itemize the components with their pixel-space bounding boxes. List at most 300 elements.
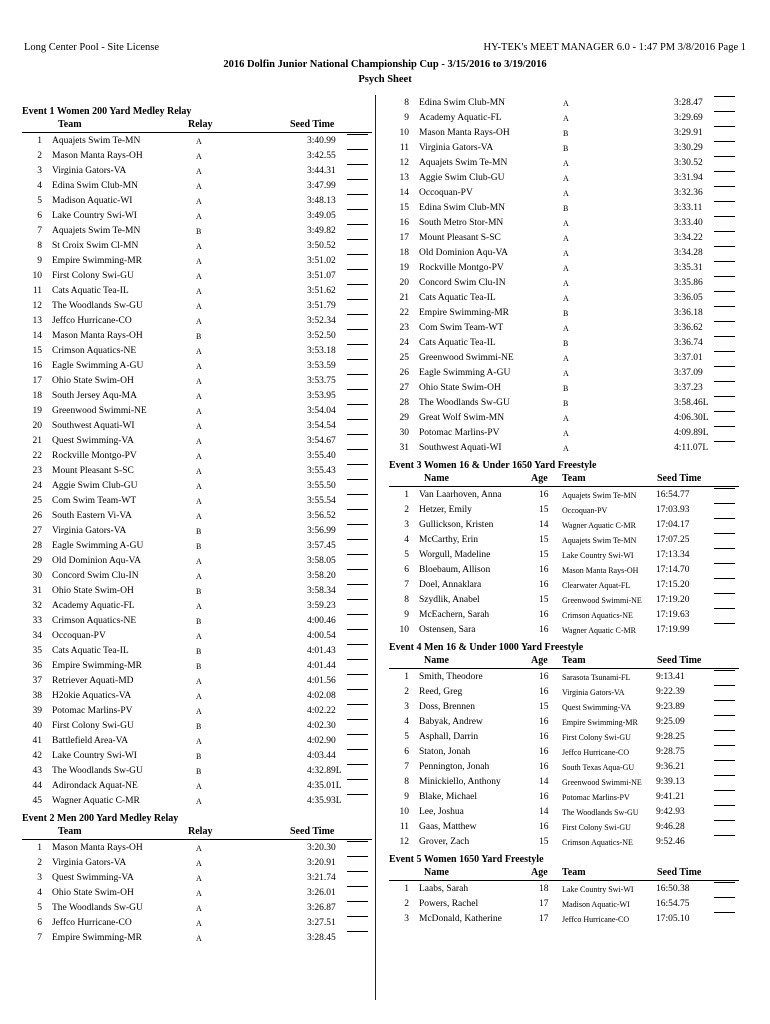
seed-time: 3:26.01 bbox=[307, 888, 336, 898]
event-block bbox=[389, 459, 739, 638]
team-name: Lake Country Swi-WI bbox=[52, 211, 137, 221]
place-number: 18 bbox=[32, 391, 42, 401]
place-number: 4 bbox=[37, 888, 42, 898]
team-name: Rockville Montgo-PV bbox=[52, 451, 137, 461]
table-row bbox=[389, 912, 739, 927]
site-license: Long Center Pool - Site License bbox=[24, 42, 160, 53]
seed-time: 17:19.63 bbox=[656, 610, 690, 620]
finals-blank-line bbox=[347, 209, 368, 210]
place-number: 23 bbox=[32, 466, 42, 476]
place-number: 21 bbox=[399, 293, 409, 303]
event-title: Event 1 Women 200 Yard Medley Relay bbox=[22, 106, 192, 117]
place-number: 42 bbox=[32, 751, 42, 761]
relay-letter: B bbox=[196, 332, 202, 341]
event-block bbox=[389, 641, 739, 850]
swimmer-name: Blake, Michael bbox=[419, 792, 478, 802]
seed-time: 3:30.29 bbox=[674, 143, 703, 153]
relay-letter: A bbox=[563, 369, 569, 378]
relay-letter: A bbox=[196, 362, 202, 371]
relay-letter: B bbox=[196, 647, 202, 656]
seed-time: 3:54.67 bbox=[307, 436, 336, 446]
finals-blank-line bbox=[714, 396, 735, 397]
relay-letter: A bbox=[196, 707, 202, 716]
seed-time: 4:03.44 bbox=[307, 751, 336, 761]
table-row bbox=[389, 111, 739, 126]
table-row bbox=[389, 306, 739, 321]
team-name: Retriever Aquati-MD bbox=[52, 676, 134, 686]
team-name: Quest Swimming-VA bbox=[52, 436, 134, 446]
team-name: Adirondack Aquat-NE bbox=[52, 781, 138, 791]
finals-blank-line bbox=[347, 179, 368, 180]
place-number: 1 bbox=[404, 884, 409, 894]
swimmer-age: 16 bbox=[539, 580, 549, 590]
team-name: Empire Swimming-MR bbox=[52, 256, 142, 266]
table-row bbox=[389, 291, 739, 306]
team-name: Greenwood Swimmi-NE bbox=[562, 778, 642, 787]
finals-blank-line bbox=[347, 539, 368, 540]
seed-time: 3:58.05 bbox=[307, 556, 336, 566]
seed-time: 3:50.52 bbox=[307, 241, 336, 251]
finals-blank-line bbox=[347, 224, 368, 225]
table-row bbox=[22, 871, 372, 886]
place-number: 9 bbox=[404, 113, 409, 123]
swimmer-age: 17 bbox=[539, 899, 549, 909]
team-name: Edina Swim Club-MN bbox=[52, 181, 139, 191]
place-number: 3 bbox=[404, 520, 409, 530]
swimmer-age: 18 bbox=[539, 884, 549, 894]
seed-time: 9:41.21 bbox=[656, 792, 685, 802]
finals-blank-line bbox=[347, 254, 368, 255]
header-age: Age bbox=[531, 867, 548, 878]
header-seed: Seed Time bbox=[657, 473, 702, 484]
team-name: Empire Swimming-MR bbox=[52, 933, 142, 943]
relay-letter: B bbox=[196, 752, 202, 761]
team-name: First Colony Swi-GU bbox=[52, 271, 134, 281]
swimmer-name: Lee, Joshua bbox=[419, 807, 464, 817]
team-name: Great Wolf Swim-MN bbox=[419, 413, 505, 423]
table-row bbox=[22, 569, 372, 584]
seed-time: 3:37.23 bbox=[674, 383, 703, 393]
relay-letter: A bbox=[196, 197, 202, 206]
place-number: 6 bbox=[404, 747, 409, 757]
seed-time: 3:37.01 bbox=[674, 353, 703, 363]
team-name: South Eastern Vi-VA bbox=[52, 511, 132, 521]
seed-time: 3:49.05 bbox=[307, 211, 336, 221]
seed-time: 3:55.40 bbox=[307, 451, 336, 461]
seed-time: 3:59.23 bbox=[307, 601, 336, 611]
finals-blank-line bbox=[714, 623, 735, 624]
table-row bbox=[389, 715, 739, 730]
table-row bbox=[389, 381, 739, 396]
seed-time: 3:51.02 bbox=[307, 256, 336, 266]
team-name: Lake Country Swi-WI bbox=[52, 751, 137, 761]
team-name: Jeffco Hurricane-CO bbox=[562, 915, 630, 924]
team-name: H2okie Aquatics-VA bbox=[52, 691, 132, 701]
place-number: 26 bbox=[399, 368, 409, 378]
table-row bbox=[389, 835, 739, 850]
seed-time: 3:51.62 bbox=[307, 286, 336, 296]
seed-time: 9:23.89 bbox=[656, 702, 685, 712]
table-row bbox=[22, 344, 372, 359]
table-row bbox=[22, 901, 372, 916]
swimmer-age: 16 bbox=[539, 822, 549, 832]
team-name: Ohio State Swim-OH bbox=[52, 888, 134, 898]
seed-time: 3:36.62 bbox=[674, 323, 703, 333]
finals-blank-line bbox=[714, 246, 735, 247]
seed-time: 3:27.51 bbox=[307, 918, 336, 928]
table-row bbox=[22, 509, 372, 524]
finals-blank-line bbox=[347, 494, 368, 495]
table-row bbox=[22, 224, 372, 239]
place-number: 9 bbox=[404, 792, 409, 802]
relay-letter: A bbox=[563, 279, 569, 288]
place-number: 28 bbox=[399, 398, 409, 408]
table-row bbox=[389, 820, 739, 835]
seed-time: 3:49.82 bbox=[307, 226, 336, 236]
swimmer-name: Doel, Annaklara bbox=[419, 580, 482, 590]
relay-letter: B bbox=[563, 339, 569, 348]
seed-time: 4:09.89L bbox=[674, 428, 709, 438]
finals-blank-line bbox=[347, 164, 368, 165]
relay-letter: A bbox=[563, 294, 569, 303]
seed-time: 4:35.01L bbox=[307, 781, 342, 791]
team-name: Aggie Swim Club-GU bbox=[419, 173, 505, 183]
team-name: Occoquan-PV bbox=[419, 188, 473, 198]
table-row bbox=[22, 449, 372, 464]
swimmer-name: Reed, Greg bbox=[419, 687, 463, 697]
relay-letter: A bbox=[196, 602, 202, 611]
seed-time: 3:36.05 bbox=[674, 293, 703, 303]
team-name: The Woodlands Sw-GU bbox=[52, 903, 143, 913]
table-row bbox=[22, 269, 372, 284]
table-row bbox=[22, 479, 372, 494]
table-row bbox=[22, 794, 372, 809]
finals-blank-line bbox=[347, 629, 368, 630]
finals-blank-line bbox=[714, 231, 735, 232]
place-number: 9 bbox=[404, 610, 409, 620]
relay-letter: A bbox=[196, 934, 202, 943]
place-number: 3 bbox=[37, 166, 42, 176]
table-row bbox=[389, 231, 739, 246]
header-name: Name bbox=[424, 867, 449, 878]
seed-time: 3:53.75 bbox=[307, 376, 336, 386]
place-number: 25 bbox=[32, 496, 42, 506]
place-number: 25 bbox=[399, 353, 409, 363]
seed-time: 4:32.89L bbox=[307, 766, 342, 776]
finals-blank-line bbox=[714, 608, 735, 609]
place-number: 24 bbox=[399, 338, 409, 348]
swimmer-age: 16 bbox=[539, 565, 549, 575]
place-number: 24 bbox=[32, 481, 42, 491]
seed-time: 4:02.22 bbox=[307, 706, 336, 716]
event-block bbox=[389, 853, 739, 927]
table-row bbox=[22, 856, 372, 871]
seed-time: 3:53.59 bbox=[307, 361, 336, 371]
relay-letter: A bbox=[196, 392, 202, 401]
relay-letter: A bbox=[196, 919, 202, 928]
finals-blank-line bbox=[347, 509, 368, 510]
header-relay: Relay bbox=[188, 826, 213, 837]
seed-time: 3:20.30 bbox=[307, 843, 336, 853]
team-name: South Metro Stor-MN bbox=[419, 218, 504, 228]
table-row bbox=[22, 704, 372, 719]
finals-blank-line bbox=[714, 156, 735, 157]
sheet-title: Psych Sheet bbox=[358, 74, 412, 85]
place-number: 6 bbox=[404, 565, 409, 575]
team-name: Edina Swim Club-MN bbox=[419, 203, 506, 213]
seed-time: 9:13.41 bbox=[656, 672, 685, 682]
swimmer-age: 15 bbox=[539, 595, 549, 605]
meet-title: 2016 Dolfin Junior National Championship Cup - 3/15/2016 to 3/19/2016 bbox=[223, 59, 547, 70]
table-row bbox=[389, 156, 739, 171]
team-name: Virginia Gators-VA bbox=[52, 166, 127, 176]
relay-letter: A bbox=[196, 467, 202, 476]
place-number: 2 bbox=[404, 899, 409, 909]
relay-letter: B bbox=[196, 767, 202, 776]
seed-time: 3:34.28 bbox=[674, 248, 703, 258]
place-number: 30 bbox=[32, 571, 42, 581]
event-block bbox=[22, 812, 372, 946]
table-row bbox=[22, 209, 372, 224]
relay-letter: A bbox=[196, 557, 202, 566]
team-name: Virginia Gators-VA bbox=[52, 858, 127, 868]
relay-letter: B bbox=[563, 399, 569, 408]
seed-time: 9:42.93 bbox=[656, 807, 685, 817]
swimmer-name: Smith, Theodore bbox=[419, 672, 483, 682]
team-name: Cats Aquatic Tea-IL bbox=[52, 646, 129, 656]
swimmer-name: Worgull, Madeline bbox=[419, 550, 491, 560]
seed-time: 3:26.87 bbox=[307, 903, 336, 913]
seed-time: 9:25.09 bbox=[656, 717, 685, 727]
software-timestamp: HY-TEK's MEET MANAGER 6.0 - 1:47 PM 3/8/2016 Page 1 bbox=[483, 42, 746, 53]
place-number: 11 bbox=[399, 143, 409, 153]
team-name: Crimson Aquatics-NE bbox=[52, 616, 137, 626]
finals-blank-line bbox=[347, 689, 368, 690]
table-row bbox=[22, 584, 372, 599]
place-number: 29 bbox=[399, 413, 409, 423]
table-header bbox=[389, 473, 739, 487]
table-row bbox=[389, 730, 739, 745]
table-row bbox=[389, 593, 739, 608]
finals-blank-line bbox=[714, 126, 735, 127]
seed-time: 3:29.69 bbox=[674, 113, 703, 123]
finals-blank-line bbox=[347, 464, 368, 465]
finals-blank-line bbox=[347, 359, 368, 360]
place-number: 41 bbox=[32, 736, 42, 746]
team-name: Occoquan-PV bbox=[52, 631, 106, 641]
team-name: Mason Manta Rays-OH bbox=[52, 331, 143, 341]
place-number: 4 bbox=[404, 535, 409, 545]
seed-time: 3:40.99 bbox=[307, 136, 336, 146]
table-row bbox=[22, 599, 372, 614]
team-name: The Woodlands Sw-GU bbox=[52, 301, 143, 311]
table-row bbox=[22, 389, 372, 404]
finals-blank-line bbox=[347, 856, 368, 857]
header-seed: Seed Time bbox=[657, 867, 702, 878]
seed-time: 4:00.54 bbox=[307, 631, 336, 641]
relay-letter: A bbox=[563, 114, 569, 123]
swimmer-age: 15 bbox=[539, 535, 549, 545]
seed-time: 3:37.09 bbox=[674, 368, 703, 378]
team-name: Jeffco Hurricane-CO bbox=[562, 748, 630, 757]
table-row bbox=[389, 321, 739, 336]
place-number: 20 bbox=[32, 421, 42, 431]
swimmer-name: Pennington, Jonah bbox=[419, 762, 490, 772]
team-name: Madison Aquatic-WI bbox=[52, 196, 133, 206]
team-name: Greenwood Swimmi-NE bbox=[562, 596, 642, 605]
relay-letter: A bbox=[196, 737, 202, 746]
swimmer-age: 16 bbox=[539, 610, 549, 620]
swimmer-name: Doss, Brennen bbox=[419, 702, 475, 712]
table-row bbox=[389, 276, 739, 291]
swimmer-age: 16 bbox=[539, 792, 549, 802]
place-number: 34 bbox=[32, 631, 42, 641]
table-row bbox=[22, 674, 372, 689]
finals-blank-line bbox=[714, 897, 735, 898]
relay-letter: A bbox=[563, 249, 569, 258]
finals-blank-line bbox=[347, 239, 368, 240]
place-number: 13 bbox=[399, 173, 409, 183]
finals-blank-line bbox=[347, 554, 368, 555]
swimmer-age: 14 bbox=[539, 520, 549, 530]
relay-letter: A bbox=[196, 844, 202, 853]
table-row bbox=[389, 548, 739, 563]
table-row bbox=[22, 719, 372, 734]
table-row bbox=[22, 179, 372, 194]
team-name: The Woodlands Sw-GU bbox=[52, 766, 143, 776]
seed-time: 17:19.99 bbox=[656, 625, 690, 635]
finals-blank-line bbox=[714, 548, 735, 549]
seed-time: 3:30.52 bbox=[674, 158, 703, 168]
relay-letter: A bbox=[196, 152, 202, 161]
table-row bbox=[389, 563, 739, 578]
table-row bbox=[22, 524, 372, 539]
table-row bbox=[22, 299, 372, 314]
relay-letter: A bbox=[196, 257, 202, 266]
place-number: 44 bbox=[32, 781, 42, 791]
table-row bbox=[389, 186, 739, 201]
place-number: 28 bbox=[32, 541, 42, 551]
team-name: Mount Pleasant S-SC bbox=[419, 233, 501, 243]
team-name: Cats Aquatic Tea-IL bbox=[419, 293, 496, 303]
table-row bbox=[22, 404, 372, 419]
seed-time: 3:51.79 bbox=[307, 301, 336, 311]
team-name: Mason Manta Rays-OH bbox=[52, 151, 143, 161]
finals-blank-line bbox=[714, 563, 735, 564]
team-name: Potomac Marlins-PV bbox=[419, 428, 500, 438]
seed-time: 3:42.55 bbox=[307, 151, 336, 161]
table-row bbox=[389, 141, 739, 156]
team-name: Com Swim Team-WT bbox=[52, 496, 137, 506]
table-row bbox=[22, 494, 372, 509]
swimmer-age: 16 bbox=[539, 762, 549, 772]
table-row bbox=[22, 614, 372, 629]
relay-letter: A bbox=[563, 189, 569, 198]
team-name: Potomac Marlins-PV bbox=[52, 706, 133, 716]
finals-blank-line bbox=[714, 186, 735, 187]
seed-time: 17:14.70 bbox=[656, 565, 690, 575]
place-number: 19 bbox=[399, 263, 409, 273]
team-name: Sarasota Tsunami-FL bbox=[562, 673, 631, 682]
team-name: Concord Swim Clu-IN bbox=[52, 571, 139, 581]
place-number: 5 bbox=[404, 550, 409, 560]
finals-blank-line bbox=[714, 321, 735, 322]
place-number: 31 bbox=[399, 443, 409, 453]
place-number: 30 bbox=[399, 428, 409, 438]
relay-letter: A bbox=[196, 317, 202, 326]
seed-time: 3:55.50 bbox=[307, 481, 336, 491]
table-row bbox=[22, 419, 372, 434]
swimmer-name: McDonald, Katherine bbox=[419, 914, 502, 924]
seed-time: 9:28.25 bbox=[656, 732, 685, 742]
relay-letter: A bbox=[563, 219, 569, 228]
swimmer-name: Grover, Zach bbox=[419, 837, 470, 847]
swimmer-name: Bloebaum, Allison bbox=[419, 565, 491, 575]
team-name: Quest Swimming-VA bbox=[52, 873, 134, 883]
swimmer-name: McCarthy, Erin bbox=[419, 535, 479, 545]
finals-blank-line bbox=[714, 835, 735, 836]
table-row bbox=[389, 396, 739, 411]
team-name: Quest Swimming-VA bbox=[562, 703, 631, 712]
relay-letter: A bbox=[196, 572, 202, 581]
team-name: Com Swim Team-WT bbox=[419, 323, 504, 333]
relay-letter: A bbox=[196, 347, 202, 356]
relay-letter: A bbox=[563, 444, 569, 453]
finals-blank-line bbox=[714, 381, 735, 382]
seed-time: 9:28.75 bbox=[656, 747, 685, 757]
left-column bbox=[22, 105, 372, 946]
team-name: The Woodlands Sw-GU bbox=[419, 398, 510, 408]
team-name: Jeffco Hurricane-CO bbox=[52, 918, 132, 928]
place-number: 26 bbox=[32, 511, 42, 521]
seed-time: 3:52.34 bbox=[307, 316, 336, 326]
finals-blank-line bbox=[347, 344, 368, 345]
table-row bbox=[389, 441, 739, 456]
place-number: 17 bbox=[32, 376, 42, 386]
finals-blank-line bbox=[714, 276, 735, 277]
team-name: Empire Swimming-MR bbox=[419, 308, 509, 318]
place-number: 8 bbox=[404, 98, 409, 108]
team-name: Crimson Aquatics-NE bbox=[562, 611, 633, 620]
place-number: 11 bbox=[32, 286, 42, 296]
relay-letter: B bbox=[196, 722, 202, 731]
seed-time: 3:55.54 bbox=[307, 496, 336, 506]
finals-blank-line bbox=[714, 745, 735, 746]
table-row bbox=[22, 329, 372, 344]
team-name: Rockville Montgo-PV bbox=[419, 263, 504, 273]
finals-blank-line bbox=[714, 700, 735, 701]
swimmer-name: Minickiello, Anthony bbox=[419, 777, 501, 787]
place-number: 40 bbox=[32, 721, 42, 731]
seed-time: 3:29.91 bbox=[674, 128, 703, 138]
seed-time: 3:34.22 bbox=[674, 233, 703, 243]
table-row bbox=[22, 644, 372, 659]
place-number: 6 bbox=[37, 211, 42, 221]
seed-time: 17:13.34 bbox=[656, 550, 690, 560]
table-row bbox=[22, 916, 372, 931]
seed-time: 9:39.13 bbox=[656, 777, 685, 787]
seed-time: 3:35.31 bbox=[674, 263, 703, 273]
finals-blank-line bbox=[347, 314, 368, 315]
event-title: Event 2 Men 200 Yard Medley Relay bbox=[22, 813, 179, 824]
team-name: Mason Manta Rays-OH bbox=[419, 128, 510, 138]
seed-time: 3:28.45 bbox=[307, 933, 336, 943]
relay-letter: A bbox=[563, 414, 569, 423]
finals-blank-line bbox=[714, 518, 735, 519]
finals-blank-line bbox=[347, 764, 368, 765]
team-name: Greenwood Swimmi-NE bbox=[419, 353, 514, 363]
finals-blank-line bbox=[347, 779, 368, 780]
